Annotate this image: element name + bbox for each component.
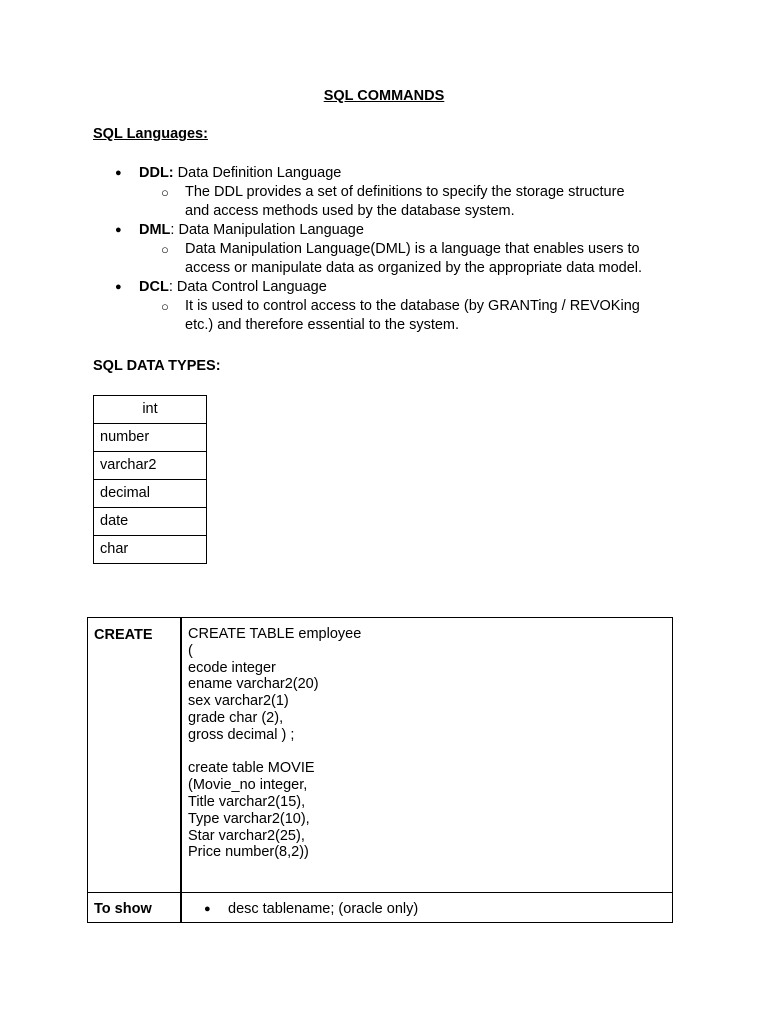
bullet-icon: ● <box>115 281 122 293</box>
data-type-cell: varchar2 <box>94 452 207 480</box>
data-type-cell: number <box>94 424 207 452</box>
bullet-icon: ● <box>115 167 122 179</box>
language-abbr: DDL: <box>139 165 174 181</box>
code-line: CREATE TABLE employee <box>188 626 362 642</box>
show-cell <box>181 893 673 923</box>
circle-bullet-icon: ○ <box>161 299 169 314</box>
code-line: Price number(8,2)) <box>188 844 309 861</box>
table-row <box>94 480 207 508</box>
code-line: gross decimal ) ; <box>188 726 295 743</box>
data-types-table <box>93 395 207 564</box>
circle-bullet-icon: ○ <box>161 242 169 257</box>
description-line: access or manipulate data as organized by the appropriate data model. <box>185 260 643 276</box>
description-line: The DDL provides a set of definitions to specify the storage structure <box>185 184 625 200</box>
code-line: ename varchar2(20) <box>188 676 319 693</box>
code-line: (Movie_no integer, <box>188 777 308 794</box>
commands-table <box>87 617 673 923</box>
language-name: : Data Control Language <box>168 279 327 295</box>
code-line: Title varchar2(15), <box>188 793 306 810</box>
show-command-text: desc tablename; (oracle only) <box>228 901 419 917</box>
table-row <box>94 452 207 480</box>
data-type-cell: char <box>94 536 207 564</box>
language-name: : Data Manipulation Language <box>170 222 364 238</box>
table-row <box>88 893 673 923</box>
data-type-cell: decimal <box>94 480 207 508</box>
table-row <box>94 536 207 564</box>
language-item-ddl <box>93 164 693 221</box>
code-line: sex varchar2(1) <box>188 693 289 710</box>
command-label: CREATE <box>88 618 182 893</box>
table-row <box>94 396 207 424</box>
language-item-dml <box>93 221 693 278</box>
language-description <box>93 240 693 278</box>
sql-languages-heading: SQL Languages: <box>93 126 208 142</box>
code-line <box>188 744 672 761</box>
sql-data-types-heading: SQL DATA TYPES: <box>93 358 221 374</box>
circle-bullet-icon: ○ <box>161 185 169 200</box>
language-item-dcl <box>93 278 693 335</box>
language-abbr: DCL <box>139 279 169 295</box>
language-description <box>93 297 693 335</box>
description-line: etc.) and therefore essential to the system. <box>185 317 460 333</box>
code-line: Star varchar2(25), <box>188 827 305 844</box>
description-line: and access methods used by the database system. <box>185 203 515 219</box>
language-abbr: DML <box>139 222 171 238</box>
code-line: ecode integer <box>188 659 276 676</box>
command-label: To show <box>88 893 182 923</box>
bullet-icon: ● <box>115 224 122 236</box>
list-item <box>182 900 672 919</box>
code-line: create table MOVIE <box>188 760 315 777</box>
language-description <box>93 183 693 221</box>
table-row <box>88 618 673 893</box>
table-row <box>94 424 207 452</box>
description-line: Data Manipulation Language(DML) is a language that enables users to <box>185 241 640 257</box>
table-row <box>94 508 207 536</box>
description-line: It is used to control access to the database (by GRANTing / REVOKing <box>185 298 640 314</box>
code-line: Type varchar2(10), <box>188 810 310 827</box>
data-type-cell: date <box>94 508 207 536</box>
language-name: Data Definition Language <box>173 165 342 181</box>
code-line: grade char (2), <box>188 709 284 726</box>
page-title: SQL COMMANDS <box>323 88 445 104</box>
create-code-block <box>181 618 673 893</box>
languages-list <box>93 164 693 335</box>
code-line: ( <box>188 642 193 659</box>
data-type-cell: int <box>94 396 207 424</box>
bullet-icon: ● <box>204 903 211 915</box>
